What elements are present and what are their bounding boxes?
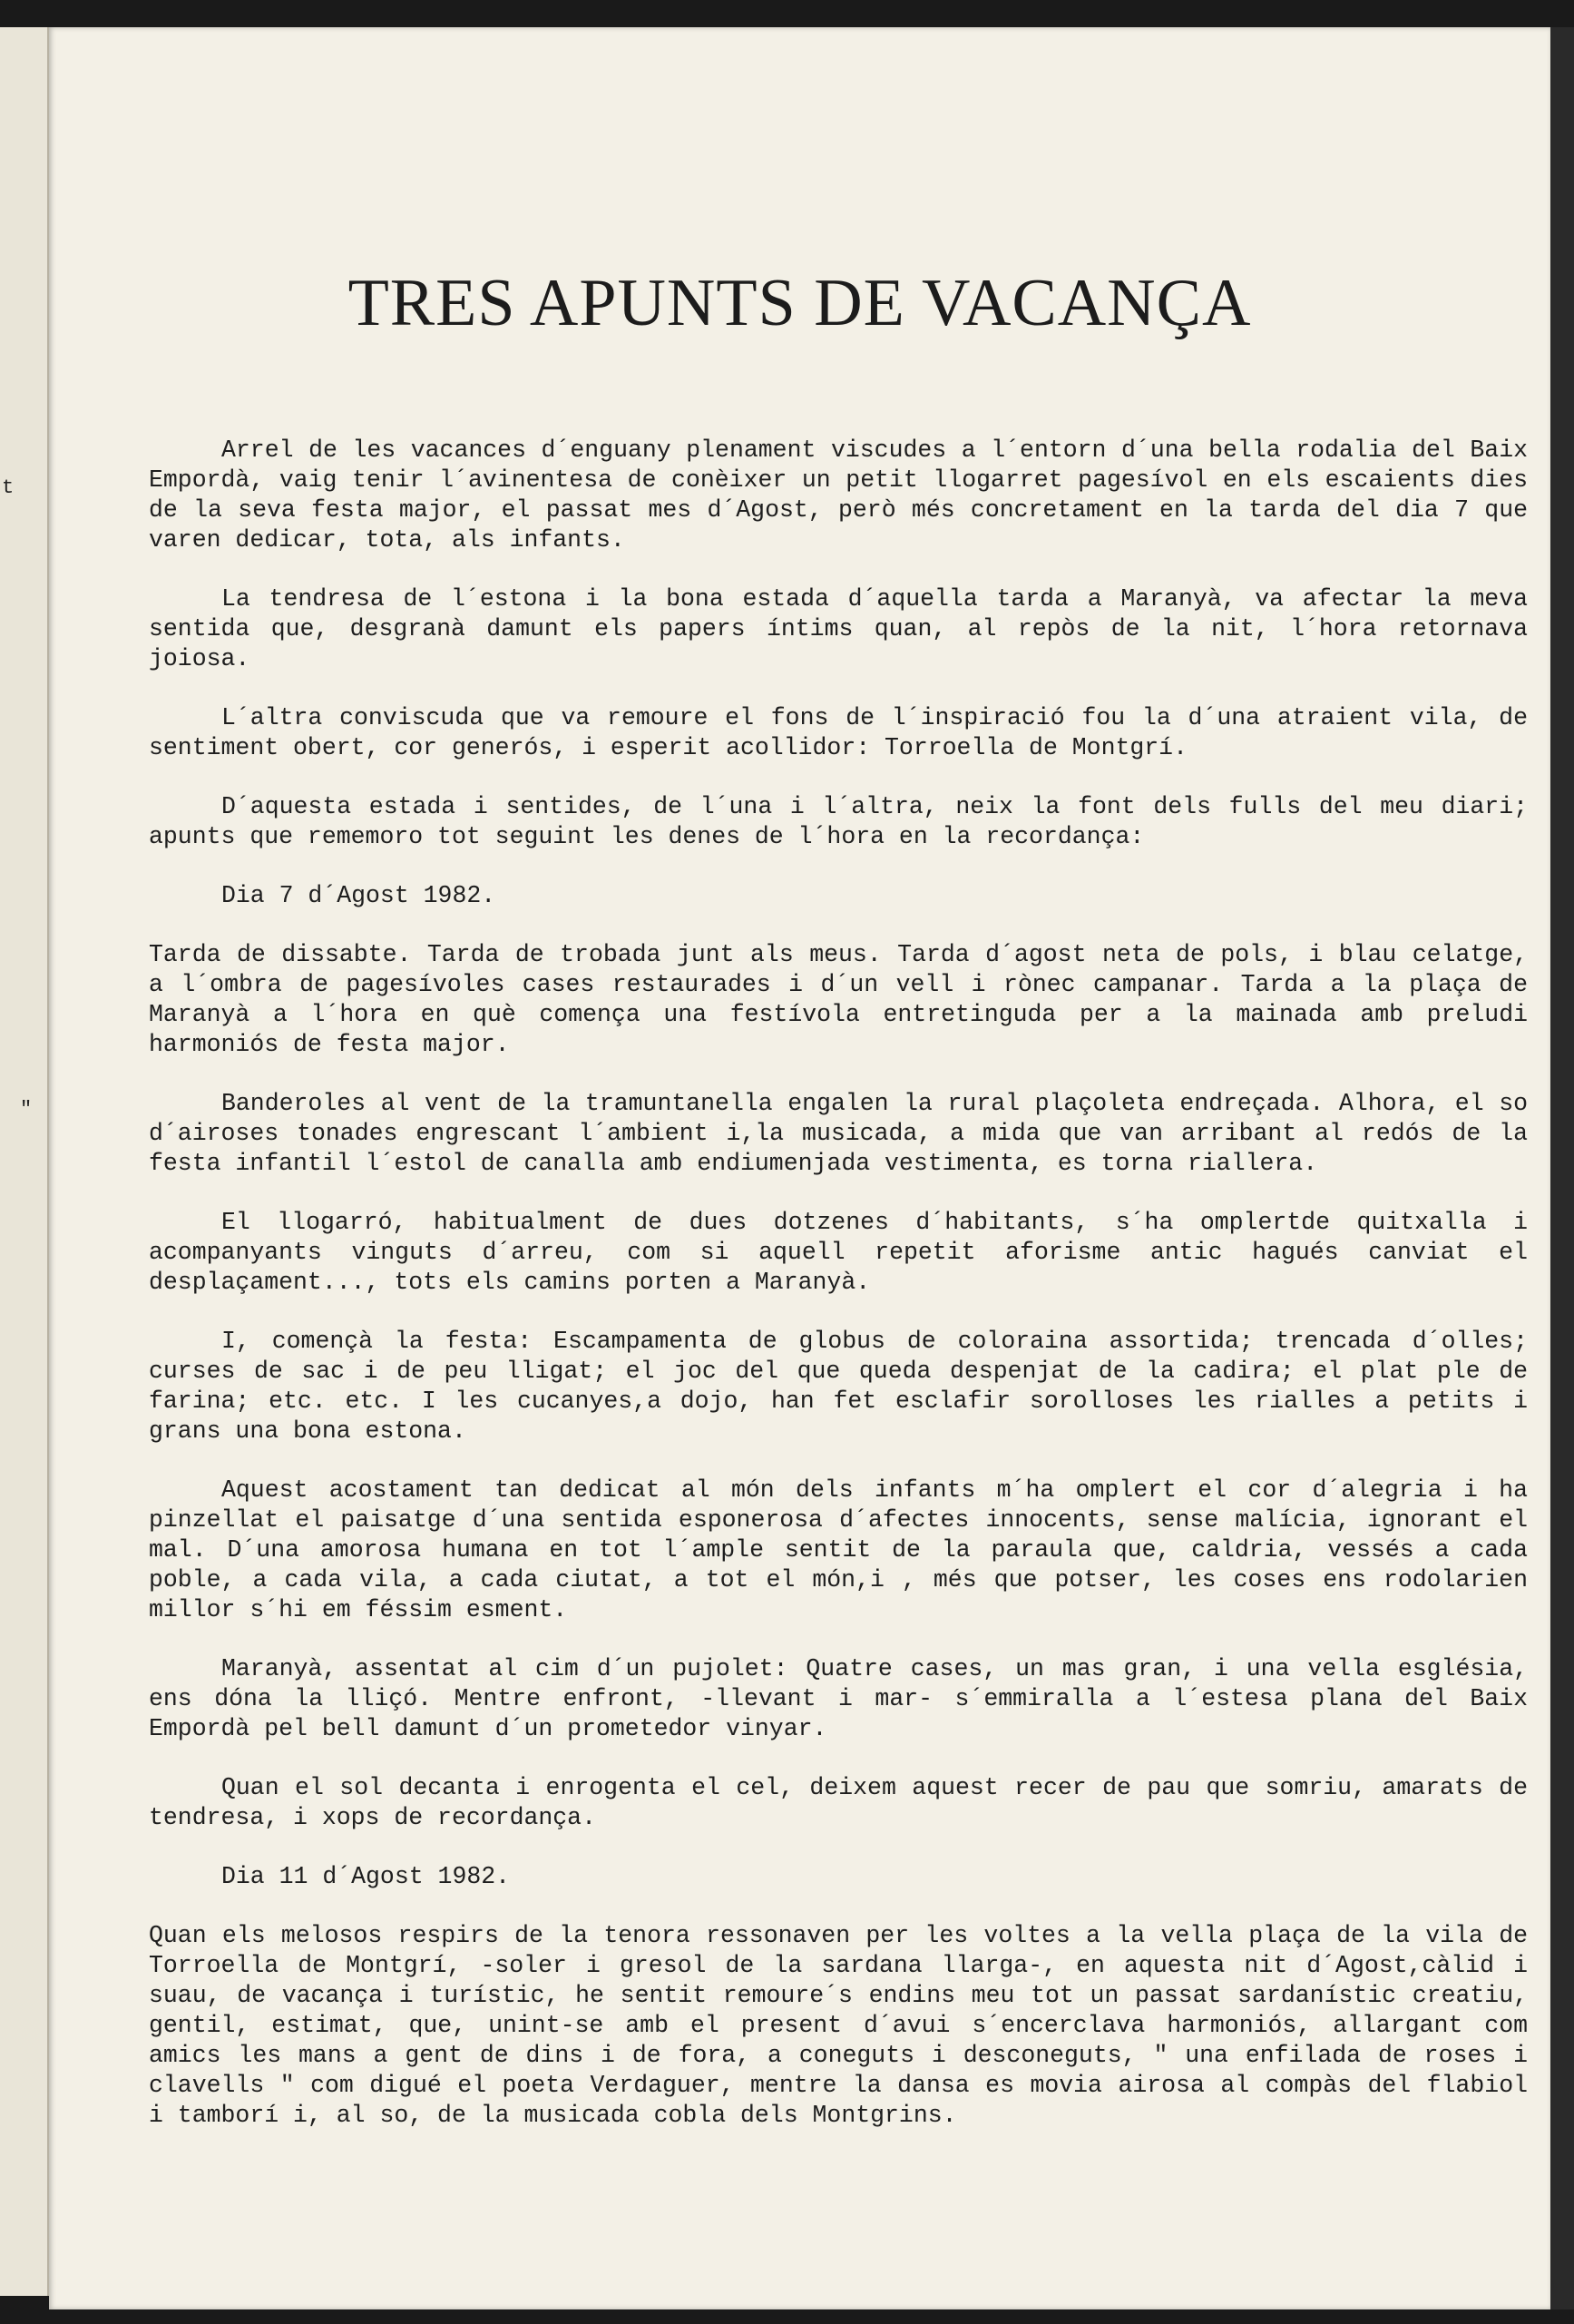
diary-date: Dia 7 d´Agost 1982. [221, 882, 496, 909]
article-paragraph: I, començà la festa: Escampamenta de globus de coloraina assortida; trencada d´olles; curses de sac i de peu lligat; el joc del que queda despenjat de la cadira; el plat ple de farina; etc. etc. I les cucanyes,a dojo, han fet esclafir sorolloses les rialles a petits i grans una bona estona. [149, 1328, 1528, 1445]
article-paragraph: Maranyà, assentat al cim d´un pujolet: Quatre cases, un mas gran, i una vella església, ens dóna la lliçó. Mentre enfront, -llevant i mar- s´emmiralla a l´estesa plana del Baix Empordà pel bell damunt d´un prometedor vinyar. [149, 1655, 1528, 1742]
previous-page-mark: t [2, 476, 15, 499]
article-paragraph: Tarda de dissabte. Tarda de trobada junt als meus. Tarda d´agost neta de pols, i blau celatge, a l´ombra de pagesívoles cases restaurades i d´un vell i rònec campanar. Tarda a la plaça de Maranyà a l´hora en què comença una festívola entretinguda per a la mainada amb preludi harmoniós de festa major. [149, 941, 1528, 1058]
article-body [149, 436, 1528, 2160]
previous-page-mark: " [20, 1098, 33, 1121]
article-paragraph: Banderoles al vent de la tramuntanella engalen la rural plaçoleta endreçada. Alhora, el so d´airoses tonades engrescant l´ambient i,la musicada, a mida que van arribant al redós de la festa infantil l´estol de canalla amb endiumenjada vestimenta, es torna riallera. [149, 1090, 1528, 1177]
document-page [49, 27, 1550, 2309]
page-edge-shadow [1550, 27, 1574, 2309]
article-paragraph: Quan el sol decanta i enrogenta el cel, deixem aquest recer de pau que somriu, amarats de tendresa, i xops de recordança. [149, 1774, 1528, 1831]
article-paragraph: La tendresa de l´estona i la bona estada d´aquella tarda a Maranyà, va afectar la meva sentida que, desgranà damunt els papers íntims quan, al repòs de la nit, l´hora retornava joiosa. [149, 585, 1528, 672]
article-paragraph: El llogarró, habitualment de dues dotzenes d´habitants, s´ha omplertde quitxalla i acompanyants vinguts d´arreu, com si aquell repetit aforisme antic hagués canviat el desplaçament..., tots els camins porten a Maranyà. [149, 1209, 1528, 1296]
article-paragraph: Arrel de les vacances d´enguany plenament viscudes a l´entorn d´una bella rodalia del Baix Empordà, vaig tenir l´avinentesa de conèixer un petit llogarret pagesívol en els escaients dies de la seva festa major, el passat mes d´Agost, però més concretament en la tarda del dia 7 que varen dedicar, tota, als infants. [149, 436, 1528, 554]
article-paragraph: D´aquesta estada i sentides, de l´una i l´altra, neix la font dels fulls del meu diari; apunts que rememoro tot seguint les denes de l´hora en la recordança: [149, 793, 1528, 850]
article-paragraph: Aquest acostament tan dedicat al món dels infants m´ha omplert el cor d´alegria i ha pinzellat el paisatge d´una sentida esponerosa d´afectes innocents, sense malícia, ignorant el mal. D´una amorosa humana en tot l´ample sentit de la paraula que, caldria, vessés a cada poble, a cada vila, a cada ciutat, a tot el món,i , més que potser, les coses ens rodolarien millor s´hi em féssim esment. [149, 1476, 1528, 1623]
diary-date: Dia 11 d´Agost 1982. [221, 1863, 511, 1890]
article-paragraph: L´altra conviscuda que va remoure el fons de l´inspiració fou la d´una atraient vila, de sentiment obert, cor generós, i esperit acollidor: Torroella de Montgrí. [149, 704, 1528, 761]
previous-page-edge [0, 27, 49, 2296]
article-paragraph: Quan els melosos respirs de la tenora ressonaven per les voltes a la vella plaça de la vila de Torroella de Montgrí, -soler i gresol de la sardana llarga-, en aquesta nit d´Agost,càlid i suau, de vacança i turístic, he sentit remoure´s endins meu tot un passat sardanístic creatiu, gentil, estimat, que, unint-se amb el present d´avui s´encerclava harmoniós, allargant com amics les mans a gent de dins i de fora, a coneguts i desconeguts, " una enfilada de roses i clavells " com digué el poeta Verdaguer, mentre la dansa es movia airosa al compàs del flabiol i tamborí i, al so, de la musicada cobla dels Montgrins. [149, 1922, 1528, 2129]
page-title: TRES APUNTS DE VACANÇA [347, 266, 1252, 340]
